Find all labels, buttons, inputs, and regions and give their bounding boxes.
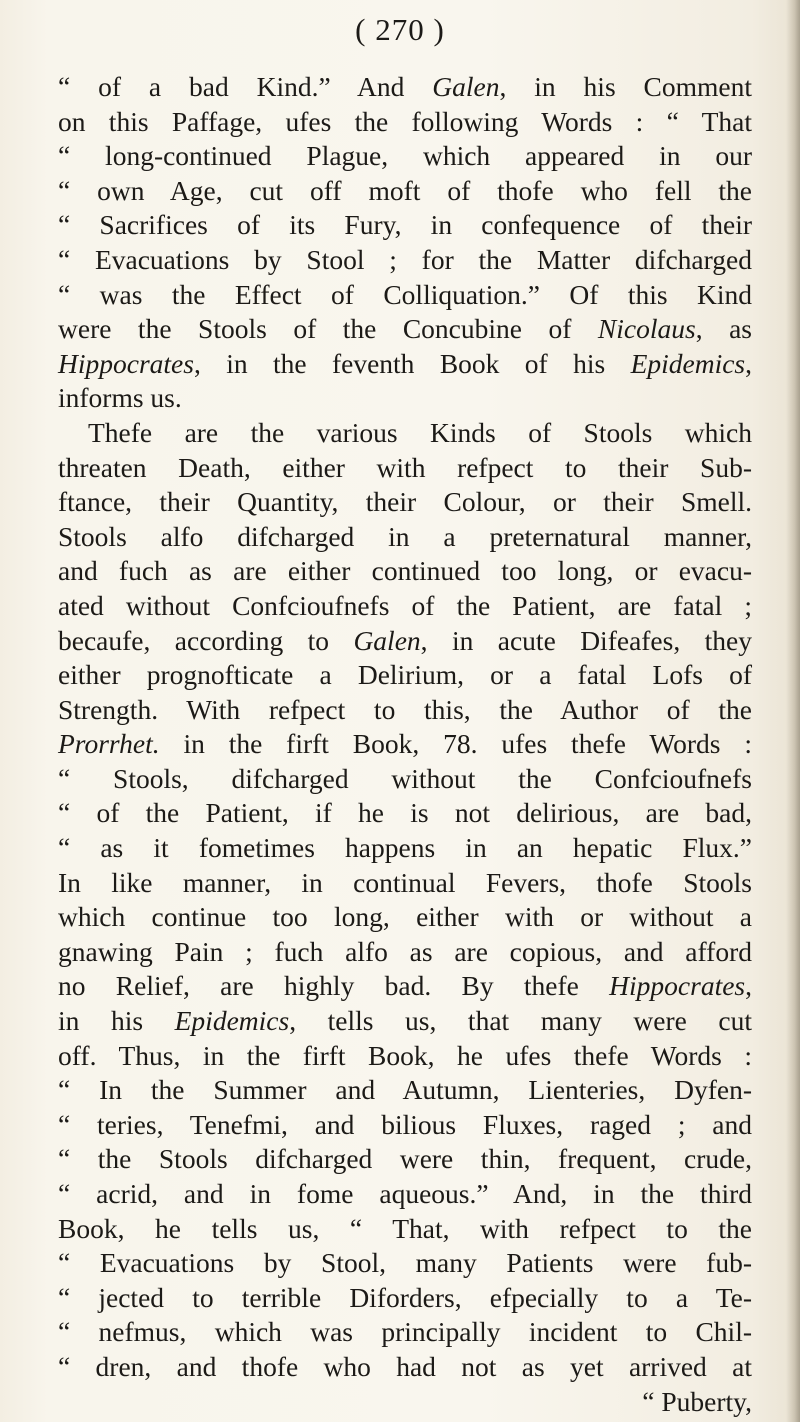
text-line: “ nefmus, which was principally incident to Chil- (58, 1316, 752, 1348)
text-line: Book, he tells us, “ That, with refpect to the (58, 1212, 752, 1244)
text-line: and fuch as are either continued too long, or evacu- (58, 555, 752, 587)
text-line: Thefe are the various Kinds of Stools which (88, 416, 752, 448)
text-line: “ as it fometimes happens in an hepatic Flux.” (58, 832, 752, 864)
text-line: gnawing Pain ; fuch alfo as are copious, and afford (58, 935, 752, 967)
text-line: “ dren, and thofe who had not as yet arrived at (58, 1350, 752, 1382)
text-line: “ long-continued Plague, which appeared in our (58, 140, 752, 172)
text-line: “ Evacuations by Stool, many Patients were fub- (58, 1247, 752, 1279)
text-line: either prognofticate a Delirium, or a fatal Lofs of (58, 659, 752, 691)
text-line: in his Epidemics, tells us, that many were cut (58, 1005, 752, 1037)
page-number: ( 270 ) (355, 12, 445, 47)
body-text (58, 70, 752, 1419)
text-line: Prorrhet. in the firft Book, 78. ufes thefe Words : (58, 728, 752, 760)
page-edge-shadow (786, 0, 800, 1422)
text-line: no Relief, are highly bad. By thefe Hippocrates, (58, 970, 752, 1002)
text-line: were the Stools of the Concubine of Nicolaus, as (58, 313, 752, 345)
text-line: “ of the Patient, if he is not delirious, are bad, (58, 797, 752, 829)
text-line: “ acrid, and in fome aqueous.” And, in the third (58, 1178, 752, 1209)
text-line: In like manner, in continual Fevers, thofe Stools (58, 866, 752, 898)
text-line: “ Stools, difcharged without the Confcioufnefs (58, 762, 752, 794)
text-line: off. Thus, in the firft Book, he ufes thefe Words : (58, 1039, 752, 1071)
text-line: Stools alfo difcharged in a preternatural manner, (58, 520, 752, 552)
catchword: “ Puberty, (642, 1385, 752, 1417)
text-line: “ of a bad Kind.” And Galen, in his Comment (58, 71, 753, 102)
text-line: which continue too long, either with or without a (58, 901, 752, 933)
text-line: ated without Confcioufnefs of the Patient, are fatal ; (58, 589, 752, 621)
text-line: ftance, their Quantity, their Colour, or their Smell. (58, 486, 752, 518)
text-line: informs us. (58, 382, 182, 414)
text-line: threaten Death, either with refpect to their Sub- (58, 451, 752, 483)
text-line: “ jected to terrible Diforders, efpecially to a Te- (58, 1281, 752, 1313)
text-line: “ Evacuations by Stool ; for the Matter difcharged (58, 243, 752, 275)
text-line: on this Paffage, ufes the following Words : “ That (58, 105, 752, 137)
text-line: Strength. With refpect to this, the Author of the (58, 693, 752, 725)
text-line: Hippocrates, in the feventh Book of his Epidemics, (58, 347, 752, 379)
text-line: “ Sacrifices of its Fury, in confequence of their (58, 209, 752, 241)
text-line: becaufe, according to Galen, in acute Difeafes, they (58, 624, 752, 656)
text-line: “ was the Effect of Colliquation.” Of this Kind (58, 278, 752, 310)
text-line: “ own Age, cut off moft of thofe who fell the (58, 174, 752, 206)
text-line: “ the Stools difcharged were thin, frequent, crude, (58, 1143, 752, 1175)
text-line: “ In the Summer and Autumn, Lienteries, Dyfen- (58, 1074, 752, 1106)
text-line: “ teries, Tenefmi, and bilious Fluxes, raged ; and (58, 1108, 752, 1140)
